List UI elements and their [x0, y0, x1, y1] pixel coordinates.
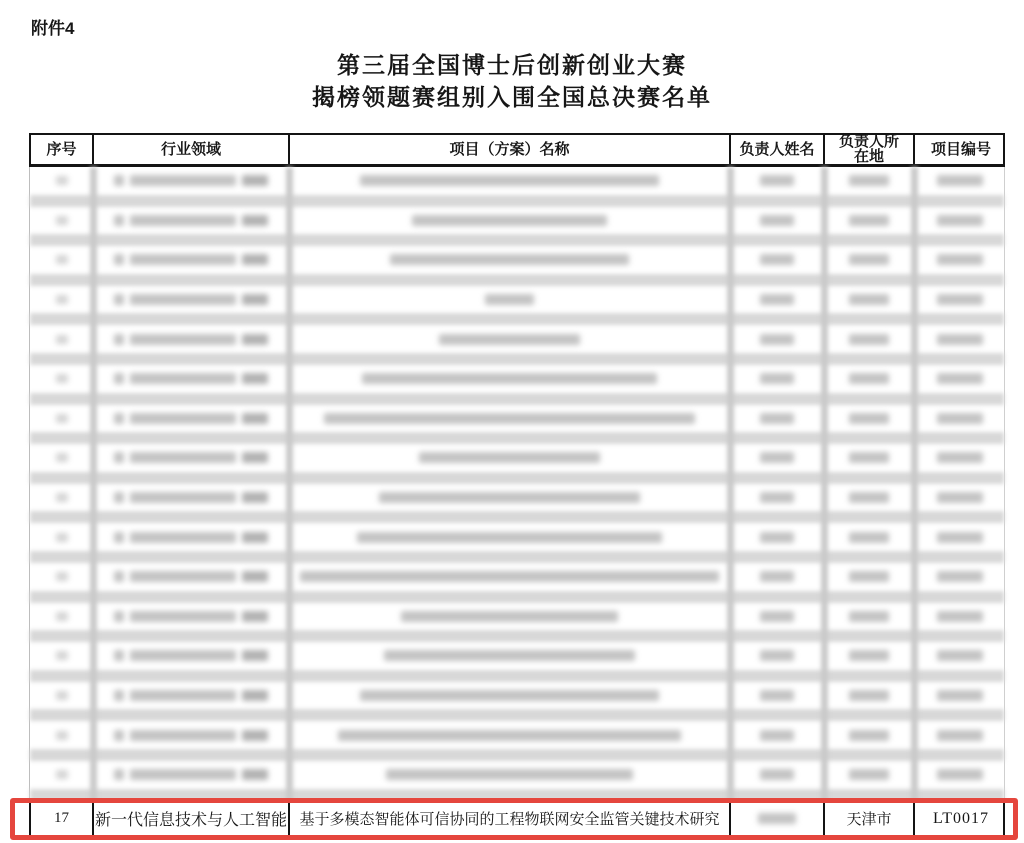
cell-project-code-redacted [914, 413, 1006, 424]
redaction-blob [56, 295, 68, 304]
row-separator [30, 789, 1004, 801]
redaction-blob [114, 413, 124, 424]
cell-industry-redacted [93, 254, 289, 265]
redaction-blob [56, 731, 68, 740]
redaction-blob [242, 611, 268, 622]
cell-project-redacted [289, 690, 730, 701]
cell-leader-location-redacted [824, 611, 914, 622]
redaction-blob [412, 215, 606, 226]
redaction-blob [937, 294, 983, 305]
redaction-blob [760, 650, 794, 661]
redaction-blob [849, 413, 889, 424]
row-separator [30, 472, 1004, 484]
redaction-blob [242, 730, 268, 741]
redaction-blob [114, 215, 124, 226]
redaction-blob [485, 294, 534, 305]
cell-leader-name-redacted [730, 452, 824, 463]
redaction-blob [300, 571, 719, 582]
cell-industry-redacted [93, 571, 289, 582]
redaction-blob [849, 492, 889, 503]
redaction-blob [849, 294, 889, 305]
row-separator [30, 630, 1004, 642]
column-divider-blurred [90, 167, 97, 801]
redaction-blob [937, 334, 983, 345]
cell-leader-location-redacted [824, 215, 914, 226]
document-title [0, 50, 1024, 114]
redaction-blob [758, 813, 796, 824]
redaction-blob [760, 690, 794, 701]
column-header-industry: 行业领域 [94, 135, 290, 165]
table-row-redacted [30, 603, 1004, 643]
cell-leader-location: 天津市 [825, 801, 915, 836]
redaction-blob [130, 452, 236, 463]
redaction-blob [760, 373, 794, 384]
redaction-blob [130, 690, 236, 701]
row-separator [30, 432, 1004, 444]
redaction-blob [849, 254, 889, 265]
cell-project-code-redacted [914, 571, 1006, 582]
redaction-blob [760, 492, 794, 503]
redaction-blob [760, 452, 794, 463]
redaction-blob [760, 532, 794, 543]
redaction-blob [242, 175, 268, 186]
cell-leader-name-redacted [730, 730, 824, 741]
redaction-blob [242, 413, 268, 424]
finalists-table [29, 133, 1005, 838]
cell-project-redacted [289, 571, 730, 582]
redaction-blob [130, 571, 236, 582]
cell-project-code-redacted [914, 730, 1006, 741]
redaction-blob [760, 294, 794, 305]
row-separator [30, 511, 1004, 523]
redaction-blob [56, 651, 68, 660]
row-separator [30, 591, 1004, 603]
redaction-blob [242, 254, 268, 265]
cell-industry-redacted [93, 492, 289, 503]
redaction-blob [937, 413, 983, 424]
table-row-redacted [30, 365, 1004, 405]
cell-project-code-redacted [914, 769, 1006, 780]
redaction-blob [937, 373, 983, 384]
cell-leader-location-redacted [824, 334, 914, 345]
column-header-project-code: 项目编号 [930, 141, 991, 158]
cell-industry-redacted [93, 532, 289, 543]
cell-project-code-redacted [914, 294, 1006, 305]
redaction-blob [849, 690, 889, 701]
cell-project-code-redacted [914, 452, 1006, 463]
cell-seq-redacted [30, 453, 93, 462]
cell-leader-name-redacted [730, 334, 824, 345]
cell-seq-redacted [30, 612, 93, 621]
row-separator [30, 353, 1004, 365]
redaction-blob [130, 254, 236, 265]
redaction-blob [937, 730, 983, 741]
table-row-redacted [30, 563, 1004, 603]
redaction-blob [760, 215, 794, 226]
cell-leader-location-redacted [824, 452, 914, 463]
redaction-blob [760, 611, 794, 622]
cell-project-code-redacted [914, 492, 1006, 503]
cell-leader-location-redacted [824, 532, 914, 543]
cell-project: 基于多模态智能体可信协同的工程物联网安全监管关键技术研究 [290, 801, 731, 836]
table-row-redacted [30, 721, 1004, 761]
cell-industry-redacted [93, 373, 289, 384]
cell-leader-location-redacted [824, 571, 914, 582]
redaction-blob [849, 373, 889, 384]
redaction-blob [937, 571, 983, 582]
cell-project-redacted [289, 492, 730, 503]
attachment-label: 附件4 [31, 19, 75, 38]
redaction-blob [56, 176, 68, 185]
table-row-redacted [30, 325, 1004, 365]
cell-leader-location-redacted [824, 690, 914, 701]
cell-leader-name-redacted [730, 611, 824, 622]
redacted-rows [29, 167, 1005, 801]
redaction-blob [360, 690, 660, 701]
cell-seq-redacted [30, 255, 93, 264]
redaction-blob [242, 492, 268, 503]
cell-leader-location-redacted [824, 413, 914, 424]
row-separator [30, 274, 1004, 286]
redaction-blob [338, 730, 682, 741]
redaction-blob [56, 255, 68, 264]
redaction-blob [242, 452, 268, 463]
redaction-blob [937, 532, 983, 543]
cell-industry-redacted [93, 730, 289, 741]
cell-project-redacted [289, 650, 730, 661]
cell-project-code-redacted [914, 254, 1006, 265]
table-header-row [29, 133, 1005, 167]
redaction-blob [114, 650, 124, 661]
redaction-blob [114, 373, 124, 384]
redaction-blob [114, 254, 124, 265]
row-separator [30, 749, 1004, 761]
redaction-blob [56, 612, 68, 621]
redaction-blob [242, 334, 268, 345]
redaction-blob [130, 175, 236, 186]
column-divider-blurred [727, 167, 734, 801]
redaction-blob [937, 254, 983, 265]
cell-industry: 新一代信息技术与人工智能 [94, 801, 290, 836]
cell-seq-redacted [30, 691, 93, 700]
cell-leader-name-redacted [730, 413, 824, 424]
redaction-blob [324, 413, 694, 424]
redaction-blob [242, 294, 268, 305]
cell-leader-location-redacted [824, 730, 914, 741]
redaction-blob [114, 492, 124, 503]
redaction-blob [56, 691, 68, 700]
cell-seq-redacted [30, 493, 93, 502]
redaction-blob [56, 533, 68, 542]
column-header-leader-name: 负责人姓名 [731, 135, 825, 165]
row-separator [30, 670, 1004, 682]
redaction-blob [130, 730, 236, 741]
redaction-blob [849, 730, 889, 741]
redaction-blob [130, 769, 236, 780]
redaction-blob [937, 492, 983, 503]
redaction-blob [130, 294, 236, 305]
cell-industry-redacted [93, 294, 289, 305]
cell-leader-location-redacted [824, 492, 914, 503]
redaction-blob [760, 571, 794, 582]
cell-project-redacted [289, 215, 730, 226]
cell-leader-name-redacted [730, 492, 824, 503]
redaction-blob [56, 572, 68, 581]
cell-leader-location-redacted [824, 175, 914, 186]
cell-project-code-redacted [914, 373, 1006, 384]
cell-industry-redacted [93, 769, 289, 780]
redaction-blob [439, 334, 580, 345]
redaction-blob [114, 334, 124, 345]
cell-seq-redacted [30, 572, 93, 581]
cell-project-redacted [289, 413, 730, 424]
redaction-blob [130, 373, 236, 384]
redaction-blob [242, 650, 268, 661]
cell-industry-redacted [93, 334, 289, 345]
redaction-blob [56, 453, 68, 462]
cell-project-code-redacted [914, 650, 1006, 661]
redaction-blob [130, 532, 236, 543]
cell-industry-redacted [93, 650, 289, 661]
document-title-line2: 揭榜领题赛组别入围全国总决赛名单 [312, 85, 712, 110]
redaction-blob [849, 532, 889, 543]
redaction-blob [114, 294, 124, 305]
cell-project-code-redacted [914, 690, 1006, 701]
cell-leader-name-redacted [731, 801, 825, 836]
cell-project-redacted [289, 452, 730, 463]
cell-leader-name-redacted [730, 532, 824, 543]
cell-leader-name-redacted [730, 294, 824, 305]
row-separator [30, 234, 1004, 246]
redaction-blob [56, 414, 68, 423]
redaction-blob [760, 413, 794, 424]
redaction-blob [937, 175, 983, 186]
table-row-redacted [30, 642, 1004, 682]
cell-leader-name-redacted [730, 254, 824, 265]
redaction-blob [130, 611, 236, 622]
cell-seq-redacted [30, 414, 93, 423]
redaction-blob [937, 452, 983, 463]
cell-seq-redacted [30, 770, 93, 779]
document-title-line1: 第三届全国博士后创新创业大赛 [337, 53, 687, 78]
cell-seq-redacted [30, 731, 93, 740]
row-separator [30, 195, 1004, 207]
redaction-blob [114, 175, 124, 186]
redaction-blob [390, 254, 628, 265]
table-row-redacted [30, 405, 1004, 445]
cell-project-redacted [289, 334, 730, 345]
redaction-blob [760, 254, 794, 265]
cell-seq-redacted [30, 216, 93, 225]
column-divider-blurred [911, 167, 918, 801]
redaction-blob [130, 413, 236, 424]
table-row-redacted [30, 207, 1004, 247]
redaction-blob [937, 215, 983, 226]
row-separator [30, 393, 1004, 405]
cell-leader-name-redacted [730, 373, 824, 384]
redaction-blob [760, 769, 794, 780]
redaction-blob [114, 690, 124, 701]
redaction-blob [849, 175, 889, 186]
table-row-redacted [30, 484, 1004, 524]
redaction-blob [56, 770, 68, 779]
redaction-blob [56, 374, 68, 383]
redaction-blob [849, 334, 889, 345]
column-divider-blurred [286, 167, 293, 801]
redaction-blob [937, 690, 983, 701]
cell-seq: 17 [31, 801, 94, 836]
column-header-seq: 序号 [31, 135, 94, 165]
redaction-blob [56, 493, 68, 502]
cell-project-redacted [289, 730, 730, 741]
cell-project-code: LT0017 [932, 809, 990, 827]
redaction-blob [937, 650, 983, 661]
redaction-blob [242, 571, 268, 582]
cell-industry-redacted [93, 452, 289, 463]
table-row-redacted [30, 286, 1004, 326]
table-row-redacted [30, 682, 1004, 722]
redaction-blob [419, 452, 600, 463]
redaction-blob [242, 215, 268, 226]
redaction-blob [760, 730, 794, 741]
table-row-highlighted [29, 801, 1005, 838]
row-separator [30, 551, 1004, 563]
redaction-blob [56, 335, 68, 344]
cell-project-code-redacted [914, 611, 1006, 622]
cell-industry-redacted [93, 175, 289, 186]
cell-leader-name-redacted [730, 769, 824, 780]
redaction-blob [114, 769, 124, 780]
redaction-blob [849, 611, 889, 622]
cell-project-redacted [289, 254, 730, 265]
table-row-redacted [30, 246, 1004, 286]
cell-project-code-redacted [914, 175, 1006, 186]
redaction-blob [384, 650, 635, 661]
cell-leader-name-redacted [730, 650, 824, 661]
redaction-blob [242, 769, 268, 780]
redaction-blob [849, 769, 889, 780]
cell-industry-redacted [93, 215, 289, 226]
table-row-redacted [30, 444, 1004, 484]
table-row-redacted [30, 761, 1004, 801]
redaction-blob [937, 769, 983, 780]
cell-leader-name-redacted [730, 175, 824, 186]
cell-seq-redacted [30, 374, 93, 383]
cell-industry-redacted [93, 413, 289, 424]
redaction-blob [242, 373, 268, 384]
redaction-blob [360, 175, 660, 186]
cell-project-code-redacted [914, 334, 1006, 345]
redaction-blob [401, 611, 617, 622]
table-row-redacted [30, 523, 1004, 563]
redaction-blob [849, 215, 889, 226]
cell-project-code-redacted [914, 215, 1006, 226]
redaction-blob [130, 650, 236, 661]
cell-seq-redacted [30, 651, 93, 660]
redaction-blob [937, 611, 983, 622]
redaction-blob [56, 216, 68, 225]
redaction-blob [362, 373, 657, 384]
cell-project-redacted [289, 611, 730, 622]
redaction-blob [379, 492, 639, 503]
cell-leader-name-redacted [730, 215, 824, 226]
redaction-blob [130, 334, 236, 345]
redaction-blob [130, 492, 236, 503]
cell-seq-redacted [30, 335, 93, 344]
cell-leader-location-redacted [824, 769, 914, 780]
cell-leader-location-redacted [824, 294, 914, 305]
cell-project-redacted [289, 769, 730, 780]
redaction-blob [242, 690, 268, 701]
cell-industry-redacted [93, 690, 289, 701]
redaction-blob [114, 452, 124, 463]
redaction-blob [849, 571, 889, 582]
redaction-blob [849, 650, 889, 661]
redaction-blob [114, 730, 124, 741]
redaction-blob [849, 452, 889, 463]
redaction-blob [130, 215, 236, 226]
cell-leader-location-redacted [824, 373, 914, 384]
cell-project-code-redacted [914, 532, 1006, 543]
column-header-leader-location: 负责人所在地 [825, 135, 915, 165]
redaction-blob [114, 571, 124, 582]
redaction-blob [242, 532, 268, 543]
cell-industry-redacted [93, 611, 289, 622]
cell-project-redacted [289, 175, 730, 186]
cell-leader-name-redacted [730, 690, 824, 701]
cell-seq-redacted [30, 176, 93, 185]
table-row-redacted [30, 167, 1004, 207]
cell-project-redacted [289, 532, 730, 543]
cell-project-redacted [289, 373, 730, 384]
cell-seq-redacted [30, 533, 93, 542]
column-header-project: 项目（方案）名称 [290, 135, 731, 165]
redaction-blob [114, 532, 124, 543]
cell-project-redacted [289, 294, 730, 305]
redaction-blob [357, 532, 661, 543]
cell-seq-redacted [30, 295, 93, 304]
redaction-blob [760, 175, 794, 186]
row-separator [30, 313, 1004, 325]
redaction-blob [760, 334, 794, 345]
redaction-blob [114, 611, 124, 622]
cell-leader-location-redacted [824, 254, 914, 265]
column-divider-blurred [821, 167, 828, 801]
row-separator [30, 709, 1004, 721]
cell-leader-name-redacted [730, 571, 824, 582]
redaction-blob [386, 769, 633, 780]
cell-leader-location-redacted [824, 650, 914, 661]
